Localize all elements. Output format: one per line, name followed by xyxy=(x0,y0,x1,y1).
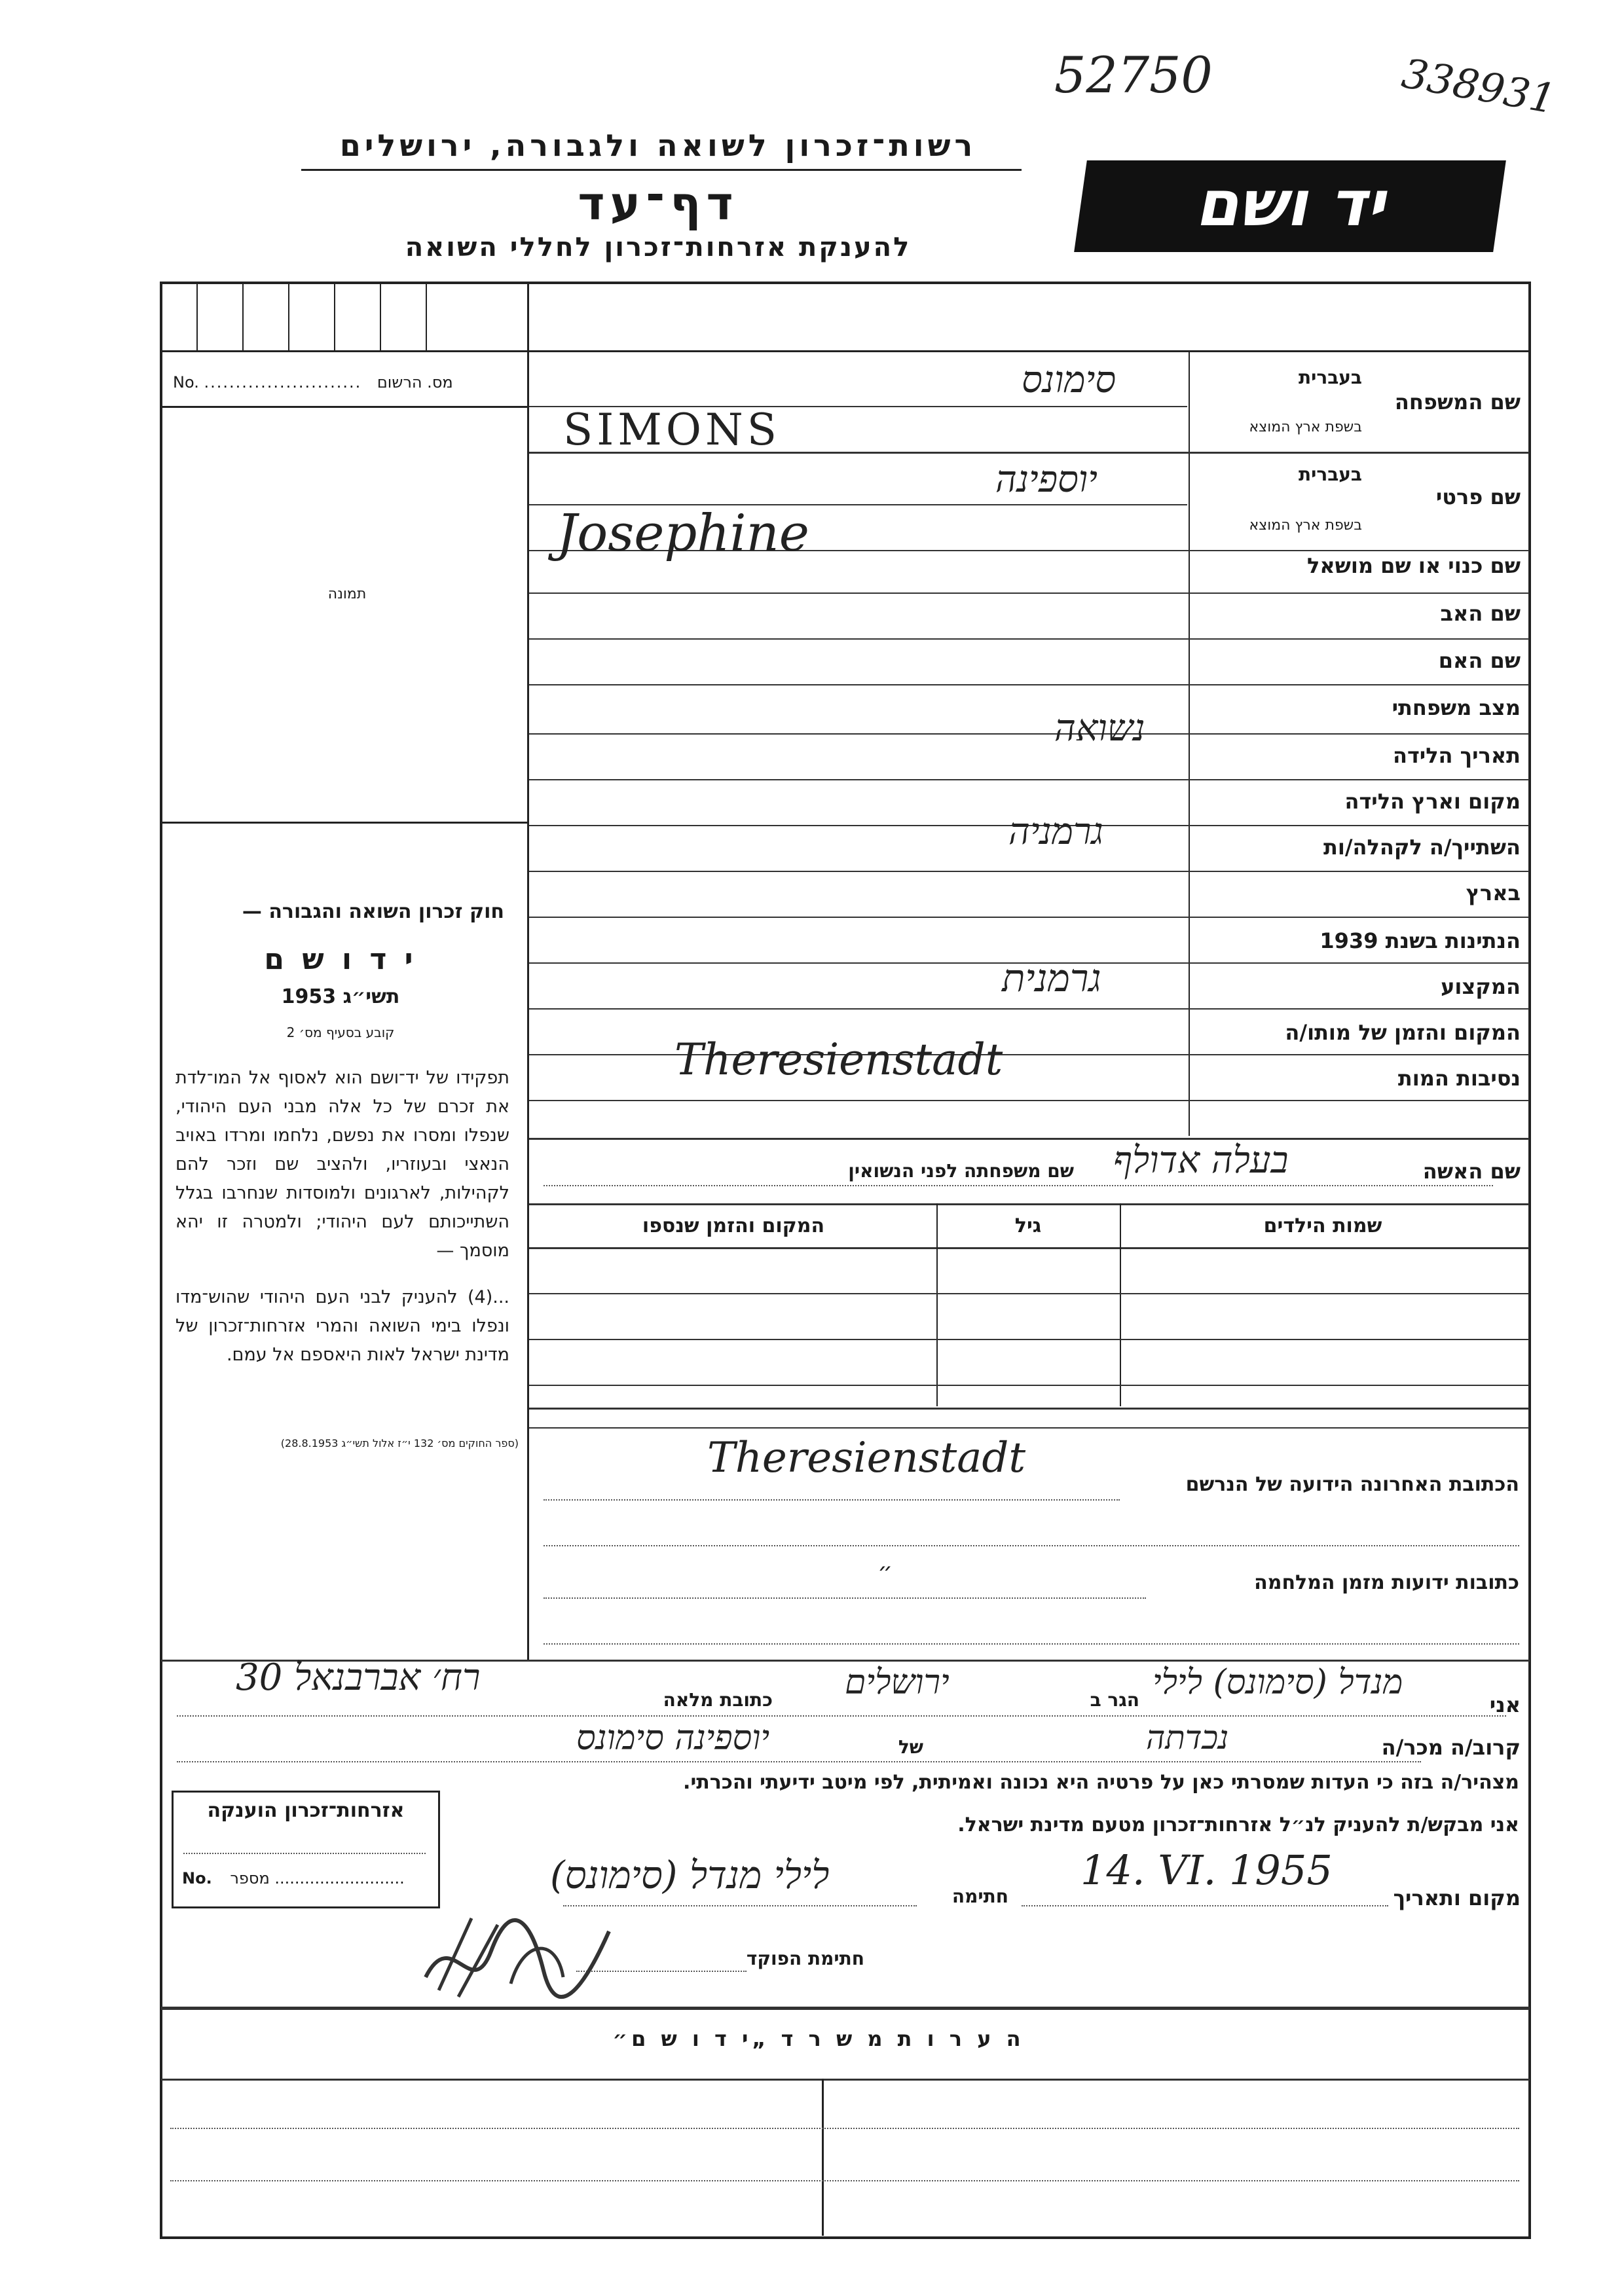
date-dots xyxy=(1022,1905,1388,1906)
remarks-header-line xyxy=(161,2079,1530,2081)
row-line-9 xyxy=(529,779,1529,780)
birth-place-value: גרמניה xyxy=(1008,811,1103,853)
spouse-label: שם האשה xyxy=(1422,1159,1521,1184)
top-strip-tick-2 xyxy=(242,283,244,350)
archive-number-top: 52750 xyxy=(1054,46,1213,104)
remarks-divider xyxy=(822,2079,824,2236)
declaration-text: מצהיר/ה בזה כי העדות שמסרתי כאן על פרטיה היא נכונה ואמיתית, לפי מיטב ידיעתי והכרתי. xyxy=(683,1771,1519,1794)
citizenship-box-dots-1 xyxy=(183,1853,426,1854)
reg-no-prefix: No. xyxy=(173,373,199,392)
declarant-dots-2 xyxy=(177,1761,1421,1762)
death-place-label: המקום והזמן של מותו/ה xyxy=(1285,1020,1521,1045)
spouse-dots xyxy=(544,1185,1493,1186)
law-text-1: תפקידו של יד־ושם הוא לאסוף אל המו־לדת את זכרם של כל אלה מבני העם היהודי, שנפלו ומסרו את נפשם, נלחמו ומרדו באויב הנאצי ובעוזריו, ולהציב שם וזכר להם לקהילות, לארגונים ולמוסדות שנחרבו בגלל השתייכותם לעם היהודי; ולמטרה זו יהא מוסמך — xyxy=(175,1068,509,1261)
family-name-origin: SIMONS xyxy=(563,405,781,455)
law-year: תשי״ג 1953 xyxy=(281,985,400,1008)
row-line-7 xyxy=(529,684,1529,685)
logo-text: יד ושם xyxy=(1195,167,1385,240)
citizenship-value: גרמנית xyxy=(1002,956,1101,1000)
maiden-name-label: שם משפחתה לפני הנשואין xyxy=(848,1160,1074,1182)
birth-place-label: מקום וארץ הלידה xyxy=(1344,789,1521,814)
law-heading: חוק זכרון השואה והגבורה — xyxy=(242,900,504,923)
photo-label: תמונה xyxy=(327,586,367,602)
authority-heading: רשות־זכרון לשואה ולגבורה, ירושלים xyxy=(339,128,977,163)
children-col-2 xyxy=(1120,1203,1121,1406)
wartime-dots xyxy=(544,1597,1146,1599)
law-text-2: ...(4) להעניק לבני העם היהודי שהוש־מדו ונפלו בימי השואה והמרי אזרחות־זכרון של מדינת ישראל לאות היאספם אל עמם. xyxy=(175,1287,509,1365)
profession-label: המקצוע xyxy=(1441,974,1521,999)
form-subtitle: להענקת אזרחות־זכרון לחללי השואה xyxy=(405,232,912,263)
children-row-1 xyxy=(529,1293,1529,1294)
wartime-address-label: כתובות ידועות מזמן המלחמה xyxy=(1254,1571,1519,1594)
row-line-17 xyxy=(529,1138,1529,1140)
top-strip-tick-3 xyxy=(288,283,289,350)
remarks-dots-1 xyxy=(170,2128,1519,2129)
remarks-top-line xyxy=(161,2007,1530,2010)
row-line-16 xyxy=(529,1100,1529,1101)
official-signature-label: חתימת הפוקד xyxy=(746,1948,864,1969)
of-label: של xyxy=(898,1736,923,1758)
top-strip-tick-4 xyxy=(334,283,335,350)
marital-status-label: מצב משפחתי xyxy=(1392,695,1521,720)
address-dots-2 xyxy=(544,1545,1519,1546)
remarks-dots-2 xyxy=(170,2180,1519,2181)
request-text: אני מבקש/ת להעניק לנ״ל אזרחות־זכרון מטעם מדינת ישראל. xyxy=(957,1813,1519,1836)
declarant-address: רח׳ אברבנאל 30 xyxy=(236,1656,481,1699)
place-date-label: מקום ותאריך xyxy=(1393,1886,1521,1910)
first-name-in-origin: בשפת ארץ המוצא xyxy=(1249,517,1362,534)
family-name-hebrew: סימונס xyxy=(1022,359,1116,401)
authority-underline xyxy=(301,169,1022,171)
family-name-in-hebrew: בעברית xyxy=(1298,367,1362,388)
citizenship-number-label: מספר xyxy=(230,1869,270,1887)
declarant-city: ירושלים xyxy=(845,1663,950,1702)
top-strip-tick-5 xyxy=(380,283,381,350)
family-name-in-origin: בשפת ארץ המוצא xyxy=(1249,419,1362,435)
address-top-line xyxy=(529,1427,1529,1429)
declarant-i-label: אני xyxy=(1489,1692,1521,1717)
top-strip-bottom xyxy=(161,350,1530,352)
first-name-in-hebrew: בעברית xyxy=(1298,464,1362,485)
row-line-14 xyxy=(529,1008,1529,1010)
row-line-12 xyxy=(529,917,1529,918)
row-line-8 xyxy=(529,733,1529,735)
law-section: קובע בסעיף מס׳ 2 xyxy=(286,1025,395,1040)
family-name-label: שם המשפחה xyxy=(1394,390,1521,414)
marital-status-value: נשואה xyxy=(1054,707,1145,750)
father-label: שם האב xyxy=(1440,601,1521,626)
photo-box-bottom xyxy=(161,822,528,824)
left-panel-divider xyxy=(527,350,529,1660)
full-address-label: כתובת מלאה xyxy=(663,1689,773,1711)
signature-label: חתימה xyxy=(951,1886,1008,1907)
reg-no-label: מס. הרשום xyxy=(377,373,453,392)
last-address-value: Theresienstadt xyxy=(707,1434,1026,1482)
declarant-name: מנדל (סימונס) לילי xyxy=(1153,1663,1403,1702)
relation-value: נכדתה xyxy=(1146,1719,1229,1757)
mother-label: שם האם xyxy=(1438,648,1521,673)
row-line-18 xyxy=(529,1203,1529,1205)
row-line-6 xyxy=(529,638,1529,640)
birth-date-label: תאריך הלידה xyxy=(1392,743,1521,768)
reg-row-bottom xyxy=(161,406,528,408)
top-strip-tick-6 xyxy=(426,283,427,350)
children-header-names: שמות הילדים xyxy=(1263,1214,1382,1237)
community-label: השתייך/ה לקהלה/ות xyxy=(1323,835,1521,860)
spouse-name: בעלה אדולף xyxy=(1113,1139,1289,1182)
top-strip-divider xyxy=(527,283,529,350)
death-circumstances-label: נסיבות המות xyxy=(1397,1066,1521,1091)
last-address-label: הכתובת האחרונה הידועה של הנרשם xyxy=(1185,1473,1519,1496)
row-line-5 xyxy=(529,592,1529,594)
relation-label: קרוב/ה מכר/ה xyxy=(1381,1735,1521,1760)
resides-in-label: הגר ב xyxy=(1090,1689,1139,1711)
citizenship-box-title: אזרחות־זכרון הוענקה xyxy=(207,1799,405,1822)
children-col-1 xyxy=(936,1203,938,1406)
archive-number-right: 338931 xyxy=(1398,49,1560,123)
row-line-11 xyxy=(529,871,1529,872)
declarant-date: 14. VI. 1955 xyxy=(1080,1846,1333,1894)
citizenship-box-number: No. מספר .......................... xyxy=(182,1869,405,1887)
children-row-2 xyxy=(529,1339,1529,1340)
declarant-dots-1 xyxy=(177,1715,1506,1717)
law-reference: (ספר החוקים מס׳ 132 י״ז אלול תשי״ג 28.8.1953) xyxy=(280,1437,519,1449)
children-table-bottom xyxy=(529,1408,1529,1410)
children-row-3 xyxy=(529,1385,1529,1386)
law-name: י ד ו ש ם xyxy=(264,943,417,976)
children-header-age: גיל xyxy=(1014,1214,1042,1237)
first-name-hebrew: יוספינה xyxy=(995,458,1098,501)
of-name: יוספינה סימונס xyxy=(576,1719,770,1758)
declarant-signature: לילי מנדל (סימונס) xyxy=(550,1853,830,1897)
country-label: בארץ xyxy=(1466,881,1521,905)
nickname-label: שם כנוי או שם מושאל xyxy=(1306,553,1521,578)
first-name-label: שם פרטי xyxy=(1435,484,1521,509)
label-column-divider xyxy=(1189,350,1190,1136)
registration-number: No. ......................... מס. הרשום xyxy=(173,373,453,392)
official-signature-scribble xyxy=(413,1899,629,2010)
death-place-value: Theresienstadt xyxy=(674,1034,1003,1085)
wartime-address-ditto: ״ xyxy=(877,1558,893,1585)
citizenship-no: No. xyxy=(182,1869,212,1887)
children-header-place: המקום והזמן שנספו xyxy=(642,1214,825,1237)
last-address-dots xyxy=(544,1499,1120,1501)
address-dots-3 xyxy=(544,1643,1519,1645)
top-strip-tick-1 xyxy=(196,283,198,350)
citizenship-label: הנתינות בשנת 1939 xyxy=(1320,928,1521,953)
form-title: דף־עד xyxy=(578,177,739,230)
children-header-line xyxy=(529,1247,1529,1249)
first-name-origin: Josephine xyxy=(557,504,809,563)
remarks-title: ה ע ר ו ת מ ש ר ד „י ד ו ש ם״ xyxy=(612,2026,1025,2051)
